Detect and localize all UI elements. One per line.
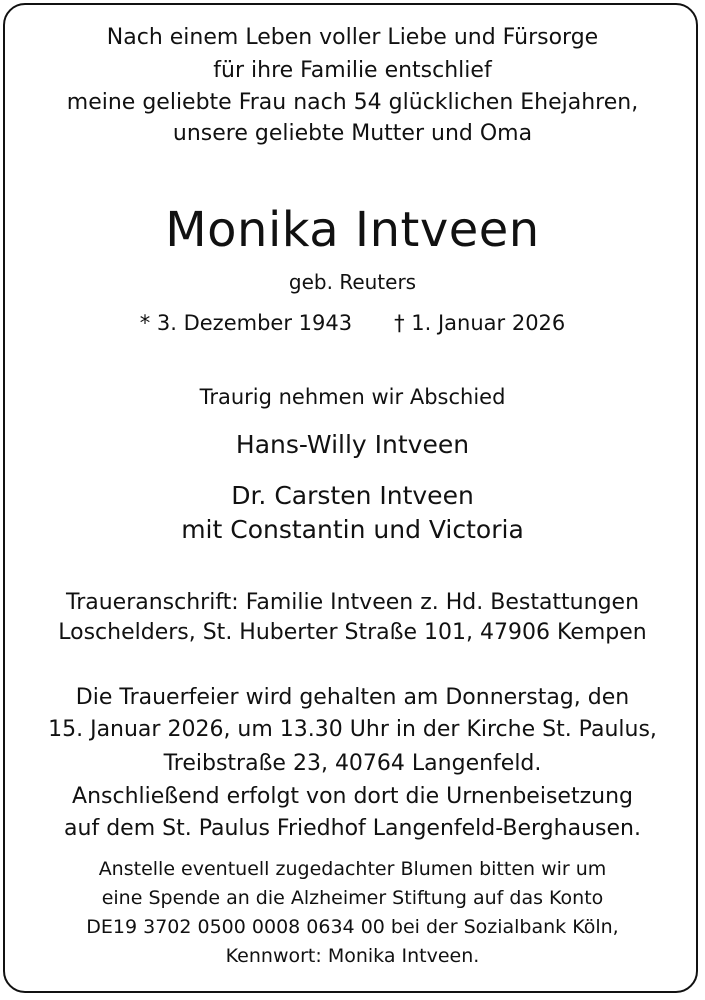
donation-line-4: Kennwort: Monika Intveen. bbox=[225, 945, 480, 967]
donation-line-3: DE19 3702 0500 0008 0634 00 bei der Sozialbank Köln, bbox=[86, 916, 619, 938]
donation-line-1: Anstelle eventuell zugedachter Blumen bitten wir um bbox=[98, 858, 607, 880]
deceased-name: Monika Intveen bbox=[165, 202, 540, 258]
ceremony-line-5: auf dem St. Paulus Friedhof Langenfeld-Berghausen. bbox=[64, 816, 641, 841]
ceremony-line-2: 15. Januar 2026, um 13.30 Uhr in der Kirche St. Paulus, bbox=[48, 717, 657, 742]
mourner-2: Dr. Carsten Intveen bbox=[231, 481, 474, 510]
address-line-2: Loschelders, St. Huberter Straße 101, 47906 Kempen bbox=[58, 620, 647, 645]
address-line-1: Traueranschrift: Familie Intveen z. Hd. Bestattungen bbox=[65, 590, 640, 615]
intro-line-2: für ihre Familie entschlief bbox=[213, 58, 492, 83]
life-dates bbox=[0, 313, 705, 334]
intro-line-1: Nach einem Leben voller Liebe und Fürsorge bbox=[106, 25, 599, 50]
ceremony-line-3: Treibstraße 23, 40764 Langenfeld. bbox=[163, 751, 542, 776]
donation-line-2: eine Spende an die Alzheimer Stiftung auf das Konto bbox=[101, 887, 604, 909]
mourner-3: mit Constantin und Victoria bbox=[181, 515, 524, 544]
birth-date: * 3. Dezember 1943 bbox=[139, 311, 353, 335]
ceremony-line-1: Die Trauerfeier wird gehalten am Donnerstag, den bbox=[75, 685, 630, 710]
maiden-name: geb. Reuters bbox=[288, 270, 417, 294]
mourner-1: Hans-Willy Intveen bbox=[235, 430, 470, 459]
intro-line-4: unsere geliebte Mutter und Oma bbox=[172, 121, 533, 146]
mourners-heading: Traurig nehmen wir Abschied bbox=[199, 385, 506, 409]
ceremony-line-4: Anschließend erfolgt von dort die Urnenbeisetzung bbox=[72, 784, 633, 809]
intro-line-3: meine geliebte Frau nach 54 glücklichen Ehejahren, bbox=[66, 90, 639, 115]
death-date: † 1. Januar 2026 bbox=[394, 311, 566, 335]
